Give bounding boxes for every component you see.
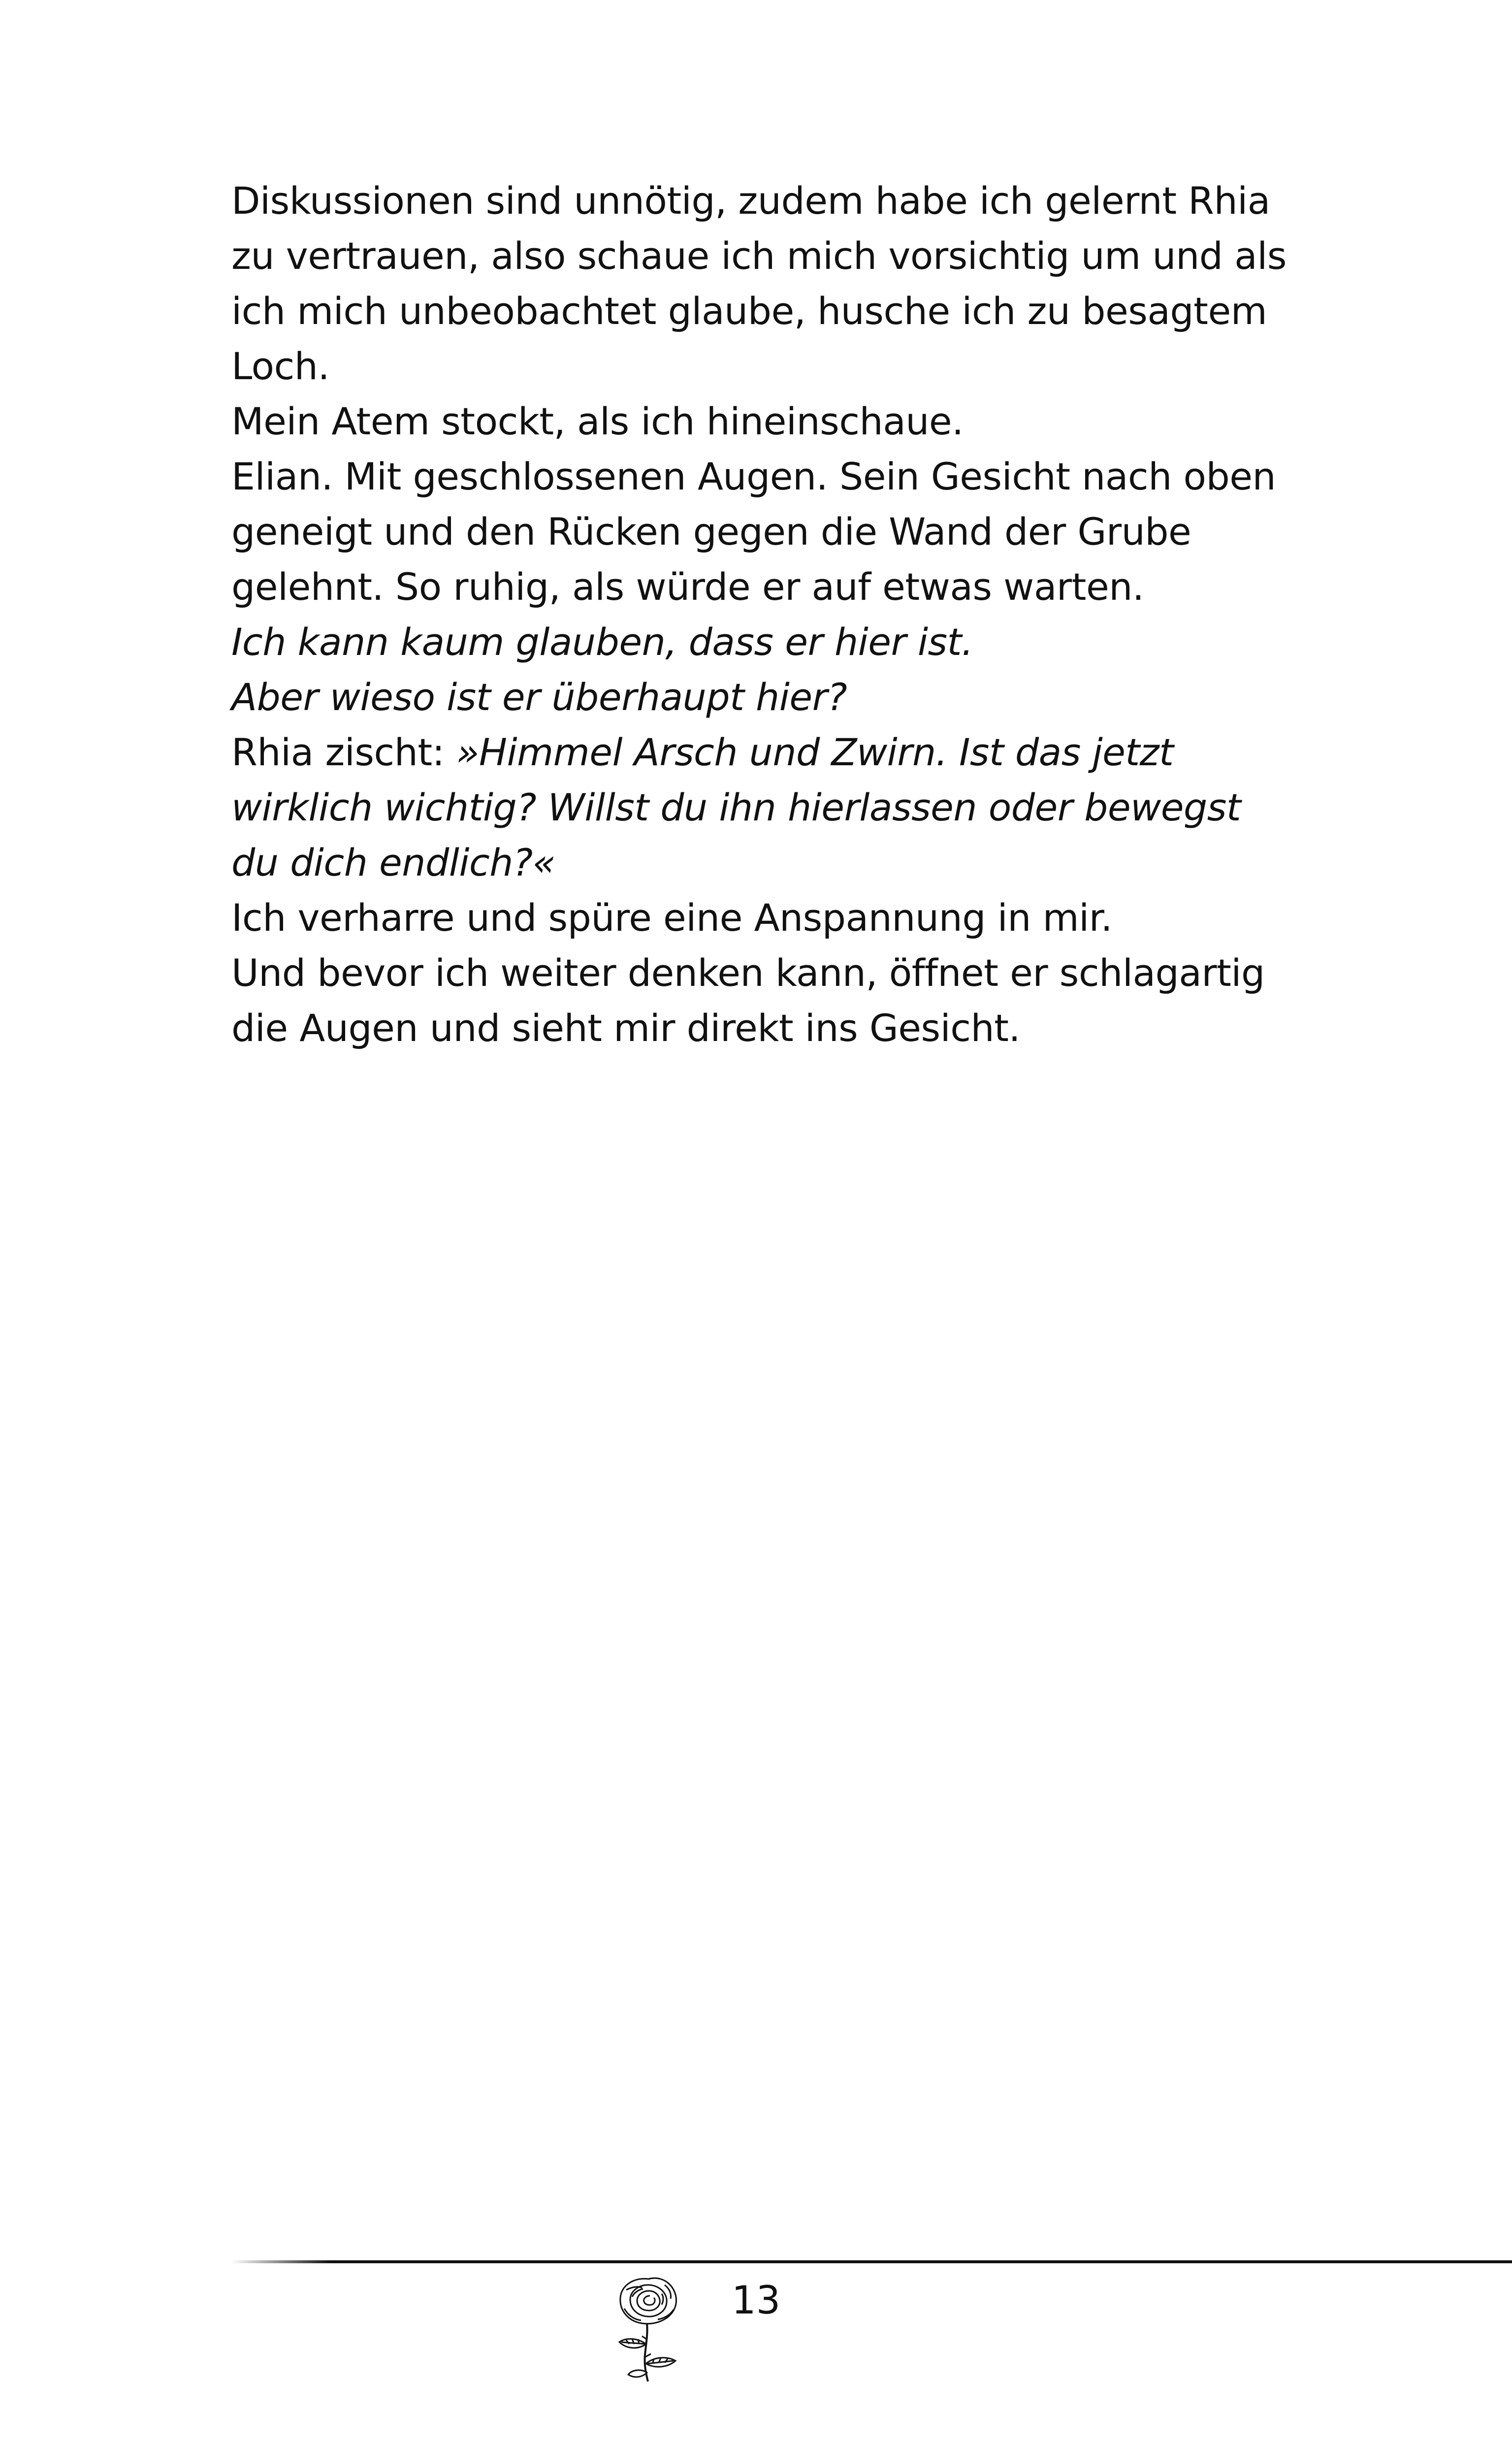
- italic-text-segment: du dich endlich?«: [231, 841, 556, 884]
- text-line: [231, 670, 1285, 725]
- body-text: [231, 173, 1285, 1056]
- text-segment: Ich verharre und spüre eine Anspannung in mir.: [231, 896, 1113, 940]
- text-segment: geneigt und den Rücken gegen die Wand der Grube: [231, 510, 1191, 554]
- text-line: [231, 504, 1285, 559]
- text-line: [231, 615, 1285, 670]
- italic-text-segment: Aber wieso ist er überhaupt hier?: [231, 675, 847, 719]
- italic-text-segment: wirklich wichtig? Willst du ihn hierlassen oder bewegst: [231, 785, 1241, 829]
- text-line: [231, 945, 1285, 1001]
- text-line: [231, 449, 1285, 504]
- italic-text-segment: »Himmel Arsch und Zwirn. Ist das jetzt: [456, 730, 1174, 774]
- text-segment: ich mich unbeobachtet glaube, husche ich zu besagtem: [231, 289, 1267, 333]
- text-segment: Und bevor ich weiter denken kann, öffnet er schlagartig: [231, 951, 1265, 995]
- text-line: [231, 1001, 1285, 1056]
- footer-divider: [231, 2260, 1512, 2263]
- rose-icon: [607, 2270, 690, 2383]
- text-segment: Diskussionen sind unnötig, zudem habe ich gelernt Rhia: [231, 179, 1270, 223]
- text-segment: Mein Atem stockt, als ich hineinschaue.: [231, 399, 964, 443]
- text-line: [231, 228, 1285, 284]
- text-line: [231, 339, 1285, 394]
- text-line: [231, 559, 1285, 615]
- text-line: [231, 394, 1285, 449]
- text-line: [231, 890, 1285, 945]
- page-number: 13: [732, 2279, 781, 2323]
- text-line: [231, 835, 1285, 890]
- text-segment: Rhia zischt:: [231, 730, 456, 774]
- text-line: [231, 284, 1285, 339]
- text-segment: zu vertrauen, also schaue ich mich vorsichtig um und als: [231, 234, 1287, 278]
- text-segment: Loch.: [231, 344, 330, 388]
- footer-divider-fade: [231, 2259, 330, 2264]
- text-segment: die Augen und sieht mir direkt ins Gesicht.: [231, 1006, 1021, 1050]
- text-line: [231, 173, 1285, 228]
- text-line: [231, 725, 1285, 780]
- text-line: [231, 780, 1285, 835]
- text-segment: Elian. Mit geschlossenen Augen. Sein Gesicht nach oben: [231, 455, 1276, 498]
- italic-text-segment: Ich kann kaum glauben, dass er hier ist.: [231, 620, 973, 664]
- text-segment: gelehnt. So ruhig, als würde er auf etwas warten.: [231, 565, 1144, 609]
